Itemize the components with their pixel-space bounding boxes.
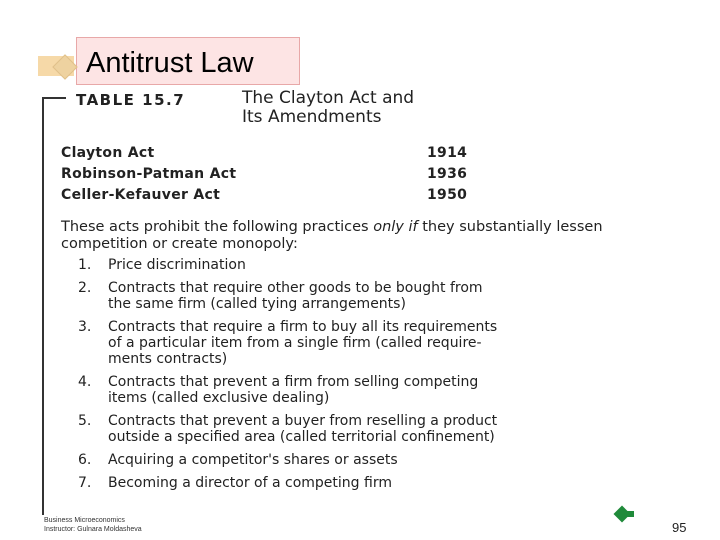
item-number: 4. — [78, 374, 92, 390]
table-title-line: Its Amendments — [242, 107, 382, 127]
item-number: 5. — [78, 413, 92, 429]
item-number: 6. — [78, 452, 92, 468]
intro-paragraph — [61, 219, 621, 253]
item-number: 3. — [78, 319, 92, 335]
table-label: TABLE 15.7 — [76, 91, 186, 109]
act-year: 1936 — [427, 166, 468, 182]
acts-list — [61, 145, 481, 208]
item-text: Contracts that require other goods to be bought from the same firm (called tying arrangements) — [108, 280, 483, 312]
list-item — [78, 280, 638, 312]
item-text: Becoming a director of a competing firm — [108, 475, 392, 491]
list-item — [78, 452, 638, 468]
intro-emphasis: only if — [373, 219, 418, 235]
item-text: Contracts that prevent a buyer from reselling a product outside a specified area (called territorial confinement) — [108, 413, 498, 445]
intro-text: they substantially lessen competition or create monopoly: — [61, 219, 603, 252]
act-name: Celler-Kefauver Act — [61, 187, 221, 203]
item-text: Contracts that prevent a firm from selling competing items (called exclusive dealing) — [108, 374, 479, 406]
list-item — [78, 374, 638, 406]
table-title — [242, 89, 414, 127]
list-item — [78, 257, 638, 273]
item-text: Contracts that require a firm to buy all its requirements of a particular item from a single firm (called require- ments contracts) — [108, 319, 498, 367]
item-number: 1. — [78, 257, 92, 273]
table-rule-vertical — [42, 97, 44, 515]
act-year: 1914 — [427, 145, 468, 161]
slide-title: Antitrust Law — [86, 47, 254, 79]
act-year: 1950 — [427, 187, 468, 203]
list-item — [78, 475, 638, 491]
practices-list — [78, 257, 638, 498]
act-name: Robinson-Patman Act — [61, 166, 237, 182]
table-rule-horizontal — [42, 97, 66, 99]
act-name: Clayton Act — [61, 145, 155, 161]
page-number: 95 — [672, 520, 687, 535]
act-row — [61, 166, 481, 187]
item-number: 2. — [78, 280, 92, 296]
act-row — [61, 145, 481, 166]
item-text: Acquiring a competitor's shares or assets — [108, 452, 398, 468]
act-row — [61, 187, 481, 208]
item-number: 7. — [78, 475, 92, 491]
list-item — [78, 413, 638, 445]
footer-instructor: Instructor: Gulnara Moldasheva — [44, 526, 142, 533]
list-item — [78, 319, 638, 367]
item-text: Price discrimination — [108, 257, 246, 273]
footer — [44, 516, 142, 534]
footer-course: Business Microeconomics — [44, 517, 125, 524]
intro-text: These acts prohibit the following practices — [61, 219, 374, 235]
table-title-line: The Clayton Act and — [242, 88, 415, 108]
diamond-arrow-icon[interactable] — [614, 506, 631, 523]
